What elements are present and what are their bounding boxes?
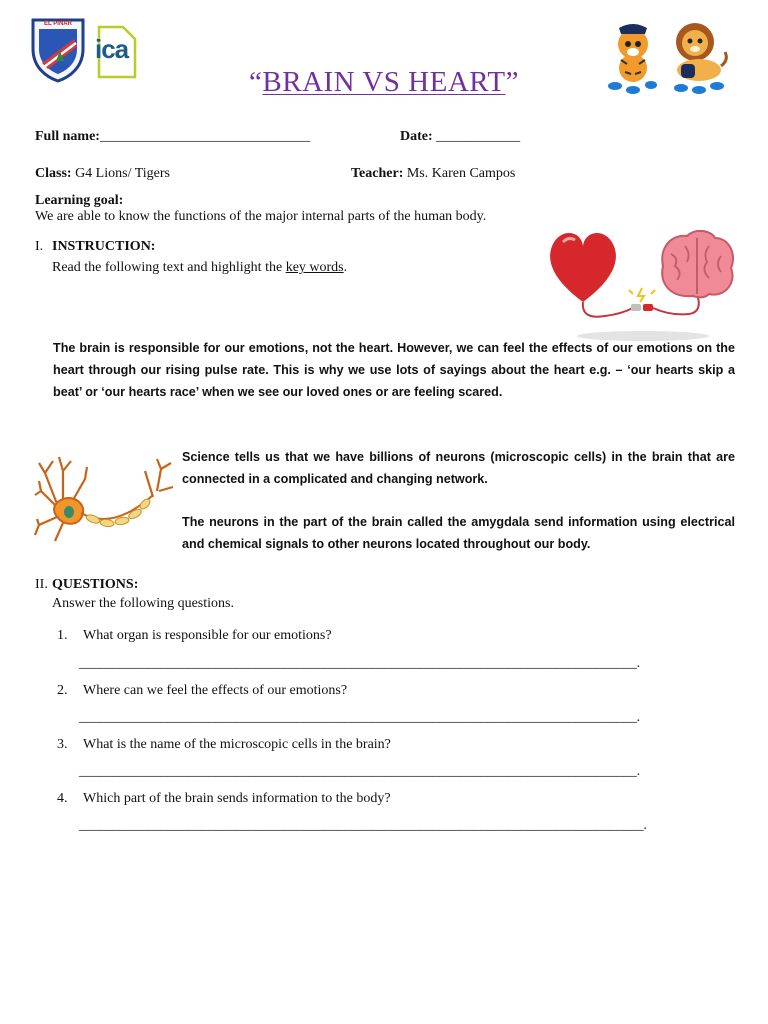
instruction-heading <box>35 239 155 255</box>
teacher-field <box>351 166 515 182</box>
questions-numeral: II. <box>35 577 48 592</box>
class-field <box>35 166 170 182</box>
instruction-text-end: . <box>343 260 348 275</box>
question-4 <box>57 791 391 807</box>
question-number: 3. <box>57 737 68 752</box>
questions-heading-text: QUESTIONS: <box>52 577 139 592</box>
teacher-value: Ms. Karen Campos <box>406 166 516 181</box>
instruction-text <box>52 260 347 276</box>
question-number: 1. <box>57 628 68 643</box>
instruction-text-start: Read the following text and highlight the <box>52 260 286 275</box>
reading-paragraph-2: Science tells us that we have billions of neurons (microscopic cells) in the brain that are connected in a complicated and changing network. <box>182 450 735 486</box>
question-text: What is the name of the microscopic cells in the brain? <box>83 737 391 752</box>
answer-line-3[interactable]: __________________________________________________________________________________. <box>79 764 640 779</box>
title-text: BRAIN VS HEART <box>262 66 506 98</box>
question-2 <box>57 683 347 699</box>
key-words-text: key words <box>285 260 344 275</box>
instruction-heading-text: INSTRUCTION: <box>52 239 156 254</box>
question-text: What organ is responsible for our emotions? <box>83 628 332 643</box>
teacher-label: Teacher: <box>351 166 404 181</box>
answer-line-1[interactable]: __________________________________________________________________________________. <box>79 656 640 671</box>
question-3 <box>57 737 391 753</box>
reading-paragraph-3: The neurons in the part of the brain called the amygdala send information using electrical and chemical signals to other neurons located throughout our body. <box>182 515 735 551</box>
learning-goal-label: Learning goal: <box>35 193 124 208</box>
question-number: 4. <box>57 791 68 806</box>
reading-paragraph-1: The brain is responsible for our emotions, not the heart. However, we can feel the effects of our emotions on the heart through our rising pulse rate. This is why we use lots of sayings about the heart e.g. – ‘our hearts skip a beat’ or ‘our hearts race’ when we see our loved ones or are feeling scared. <box>53 341 735 399</box>
date-blank[interactable]: ____________ <box>436 129 521 144</box>
learning-goal-text: We are able to know the functions of the major internal parts of the human body. <box>35 209 487 224</box>
full-name-field[interactable] <box>35 129 310 145</box>
class-label: Class: <box>35 166 72 181</box>
question-text: Where can we feel the effects of our emotions? <box>83 683 348 698</box>
neuron-illustration <box>33 451 175 547</box>
instruction-numeral: I. <box>35 239 44 254</box>
question-1 <box>57 628 332 644</box>
school-seal-text: EL PINAR <box>44 21 72 27</box>
date-label: Date: <box>400 129 433 144</box>
page-title <box>0 66 768 99</box>
date-field[interactable] <box>400 129 520 145</box>
title-open-quote: “ <box>249 66 263 98</box>
answer-line-4[interactable]: ___________________________________________________________________________________. <box>79 818 647 833</box>
title-close-quote: ” <box>505 66 519 98</box>
question-number: 2. <box>57 683 68 698</box>
ica-logo-text: ica <box>95 34 129 64</box>
heart-brain-illustration <box>543 224 735 344</box>
questions-heading <box>35 577 138 593</box>
questions-intro: Answer the following questions. <box>52 596 234 611</box>
full-name-blank[interactable]: ______________________________ <box>99 129 310 144</box>
full-name-label: Full name: <box>35 129 100 144</box>
question-text: Which part of the brain sends information to the body? <box>83 791 391 806</box>
answer-line-2[interactable]: __________________________________________________________________________________. <box>79 710 640 725</box>
class-value: G4 Lions/ Tigers <box>75 166 170 181</box>
